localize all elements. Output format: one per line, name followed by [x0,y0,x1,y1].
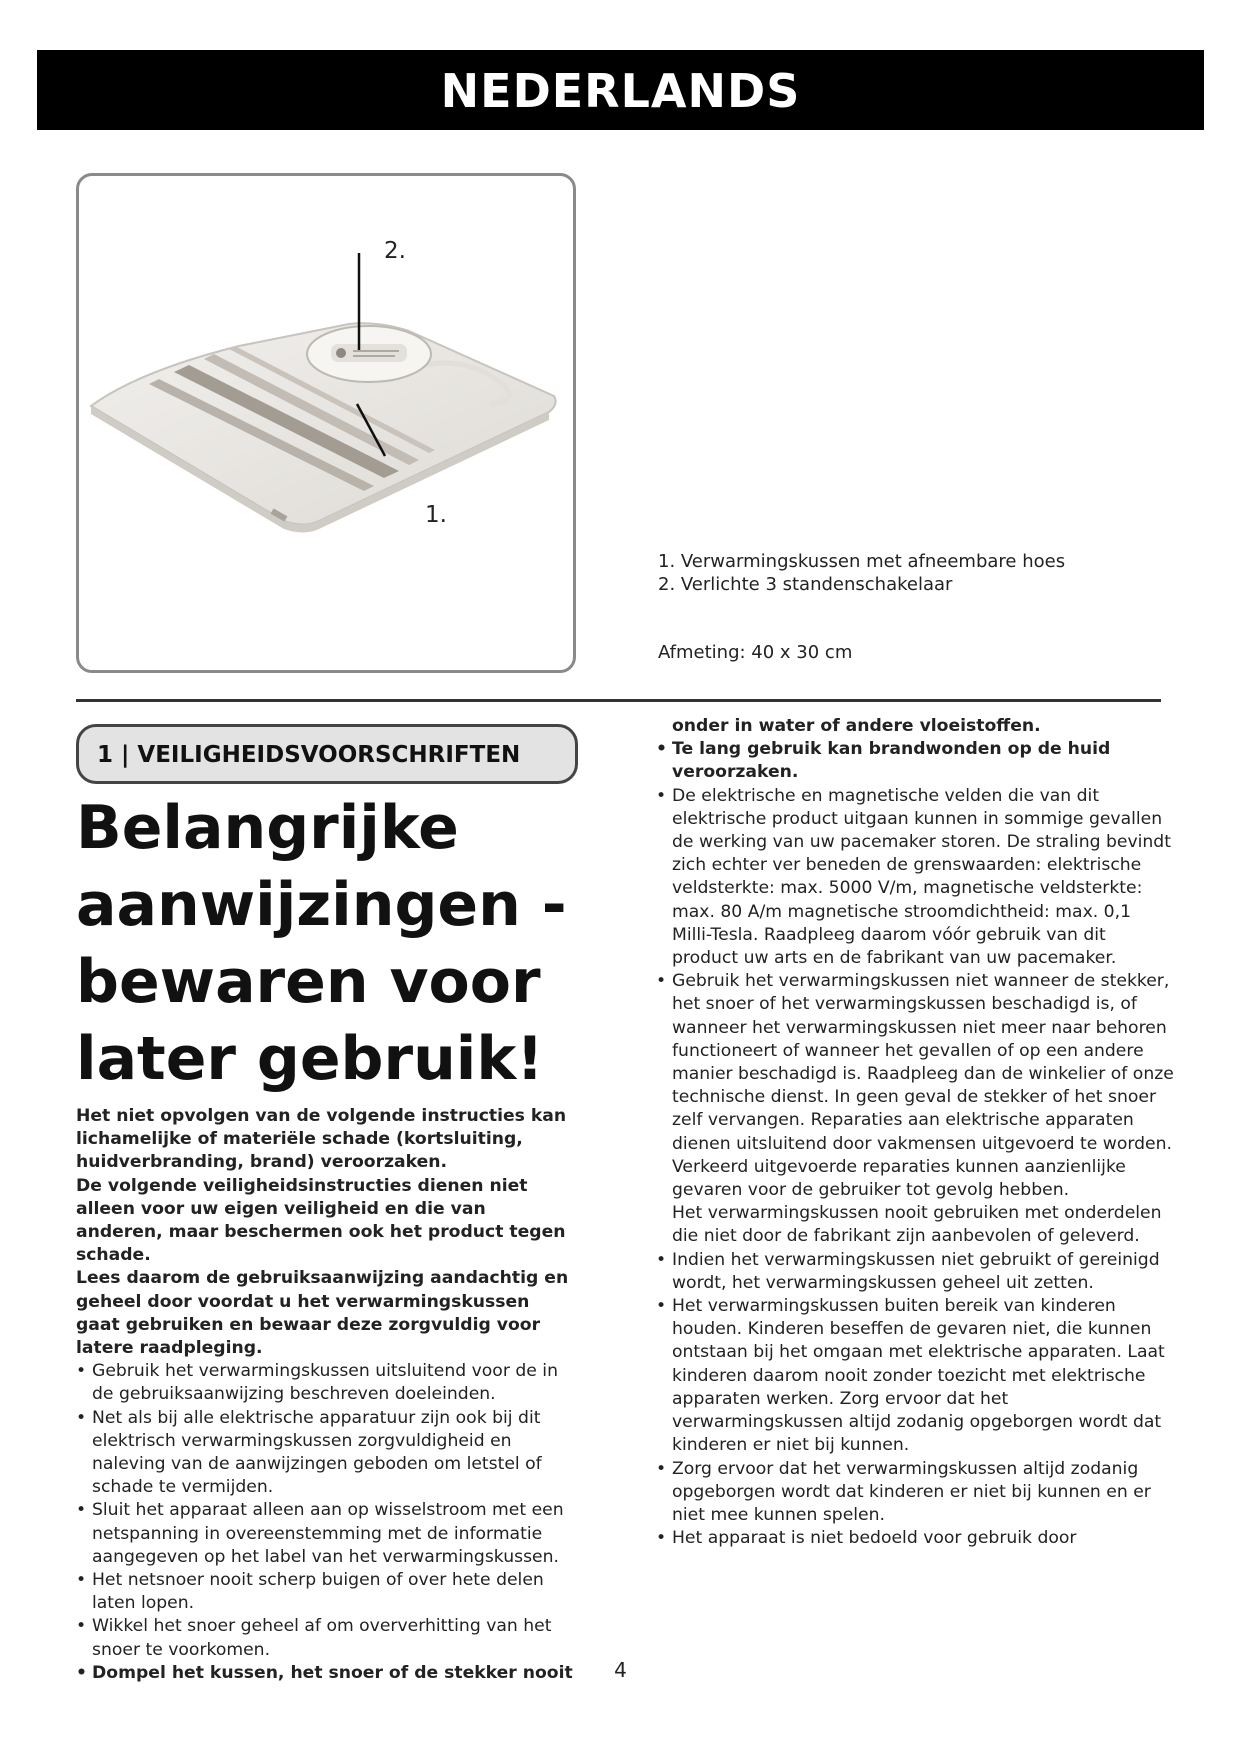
right-column [656,715,1176,1550]
section-divider [76,699,1161,702]
title-line: later gebruik! [76,1024,544,1094]
page-number: 4 [614,1658,627,1682]
legend-item: 2. Verlichte 3 standenschakelaar [658,574,953,595]
list-item: • Sluit het apparaat alleen aan op wisselstroom met een netspanning in overeenstemming met de informatie aangegeven op het label van het verwarmingskussen. [76,1500,564,1567]
switch-light-icon [336,348,346,358]
list-item: • Dompel het kussen, het snoer of de stekker nooit [76,1662,573,1683]
list-item: • Indien het verwarmingskussen niet gebruikt of gereinigd wordt, het verwarmingskussen geheel uit zetten. [656,1249,1160,1293]
title-line: bewaren voor [76,947,541,1017]
page-title [76,790,636,1098]
list-item: • Net als bij alle elektrische apparatuur zijn ook bij dit elektrisch verwarmingskussen zorgvuldigheid en naleving van de aanwijzingen geboden om letstel of schade te vermijden. [76,1407,542,1498]
list-item: • Het verwarmingskussen buiten bereik van kinderen houden. Kinderen beseffen de gevaren niet, die kunnen ontstaan bij het omgaan met elektrische apparaten. Laat kinderen daarom nooit zonder toezicht met elektrische apparaten werken. Zorg ervoor dat het verwarmingskussen altijd zodanig opgeborgen wordt dat kinderen er niet bij kunnen. [656,1296,1165,1456]
language-banner [37,50,1204,130]
intro-paragraph: Lees daarom de gebruiksaanwijzing aandachtig en geheel door voordat u het verwarmingskussen gaat gebruiken en bewaar deze zorgvuldig voor latere raadpleging. [76,1268,569,1359]
heating-pad-illustration [79,176,573,670]
intro-paragraph: Het niet opvolgen van de volgende instructies kan lichamelijke of materiële schade (kortsluiting, huidverbranding, brand) veroorzaken. [76,1106,567,1173]
figure-legend [658,550,1065,596]
list-item: • Te lang gebruik kan brandwonden op de huid veroorzaken. [656,739,1111,783]
legend-item: 1. Verwarmingskussen met afneembare hoes [658,551,1066,572]
intro-paragraph: De volgende veiligheidsinstructies dienen niet alleen voor uw eigen veiligheid en die van anderen, maar beschermen ook het product tegen schade. [76,1175,566,1266]
list-item: • Het netsnoer nooit scherp buigen of over hete delen laten lopen. [76,1570,544,1614]
list-item: • De elektrische en magnetische velden die van dit elektrische product uitgaan kunnen in sommige gevallen de werking van uw pacemaker storen. De straling bevindt zich echter ver beneden de grenswaarden: elektrische veldsterkte: max. 5000 V/m, magnetische veldsterkte: max. 80 A/m magnetische stroomdichtheid: max. 0,1 Milli-Tesla. Raadpleeg daarom vóór gebruik van dit product uw arts en de fabrikant van uw pacemaker. [656,785,1171,969]
section-tab [76,724,578,784]
title-line: Belangrijke [76,793,459,863]
list-item: • Gebruik het verwarmingskussen niet wanneer de stekker, het snoer of het verwarmingskussen beschadigd is, of wanneer het verwarmingskussen niet meer naar behoren functioneert of wanneer het gevallen of op een andere manier beschadigd is. Raadpleeg dan de winkelier of onze technische dienst. In geen geval de stekker of het snoer zelf vervangen. Reparaties aan elektrische apparaten dienen uitsluitend door vakmensen uitgevoerd te worden. Verkeerd uitgevoerde reparaties kunnen aanzienlijke gevaren voor de gebruiker tot gevolg hebben. [656,971,1174,1201]
title-line: aanwijzingen - [76,870,567,940]
product-figure [76,173,576,673]
left-column [76,1105,576,1685]
callout-1: 1. [425,502,447,528]
dimension-text: Afmeting: 40 x 30 cm [658,642,853,663]
list-item: • Het apparaat is niet bedoeld voor gebruik door [656,1528,1077,1549]
language-title: NEDERLANDS [440,64,801,118]
list-item: • Gebruik het verwarmingskussen uitsluitend voor de in de gebruiksaanwijzing beschreven doeleinden. [76,1361,558,1405]
paragraph: Het verwarmingskussen nooit gebruiken met onderdelen die niet door de fabrikant zijn aanbevolen of geleverd. [672,1203,1162,1247]
callout-2: 2. [384,238,406,264]
continuation-text: onder in water of andere vloeistoffen. [672,716,1041,736]
section-tab-label: 1 | VEILIGHEIDSVOORSCHRIFTEN [97,742,521,768]
list-item: • Wikkel het snoer geheel af om oververhitting van het snoer te voorkomen. [76,1616,552,1660]
list-item: • Zorg ervoor dat het verwarmingskussen altijd zodanig opgeborgen wordt dat kinderen er niet bij kunnen en er niet mee kunnen spelen. [656,1458,1151,1525]
